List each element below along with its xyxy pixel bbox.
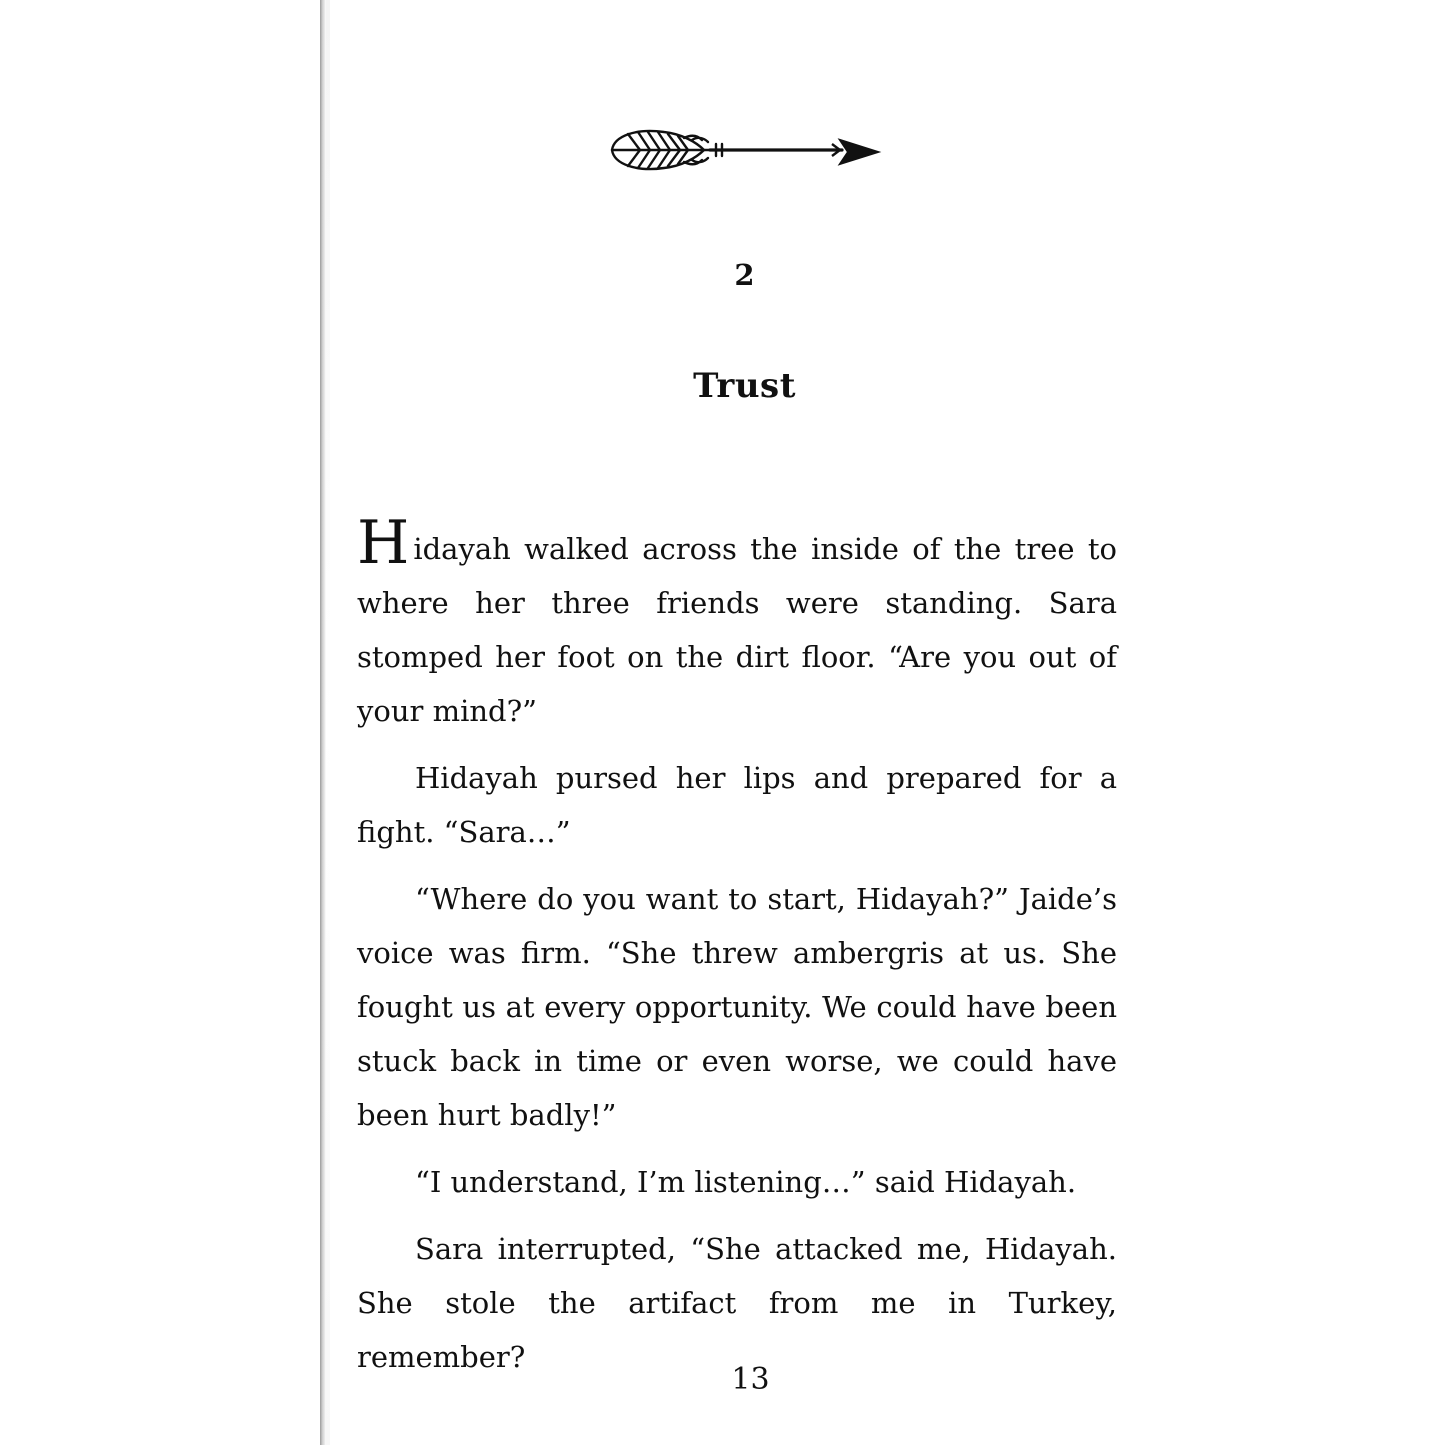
paragraph-1 (357, 508, 1117, 738)
feathered-arrow-icon (606, 122, 882, 178)
page-number: 13 (731, 1362, 770, 1397)
chapter-title: Trust (693, 366, 796, 406)
paragraph-3: “Where do you want to start, Hidayah?” Jaide’s voice was firm. “She threw ambergris at us. She fought us at every opportunity. We could have been stuck back in time or even worse, we could have been hurt badly!” (357, 882, 1117, 1132)
drop-cap: H (357, 508, 410, 578)
chapter-number: 2 (734, 258, 755, 292)
page-gutter-shadow (326, 0, 330, 1445)
body-text (357, 508, 1117, 1384)
paragraph-2: Hidayah pursed her lips and prepared for a fight. “Sara…” (357, 761, 1117, 849)
paragraph-1-text: idayah walked across the inside of the tree to where her three friends were standing. Sara stomped her foot on the dirt floor. “Are you out of your mind?” (357, 532, 1117, 728)
paragraph-4: “I understand, I’m listening…” said Hidayah. (415, 1165, 1077, 1199)
paragraph-5: Sara interrupted, “She attacked me, Hidayah. She stole the artifact from me in Turkey, remember? (357, 1232, 1117, 1374)
